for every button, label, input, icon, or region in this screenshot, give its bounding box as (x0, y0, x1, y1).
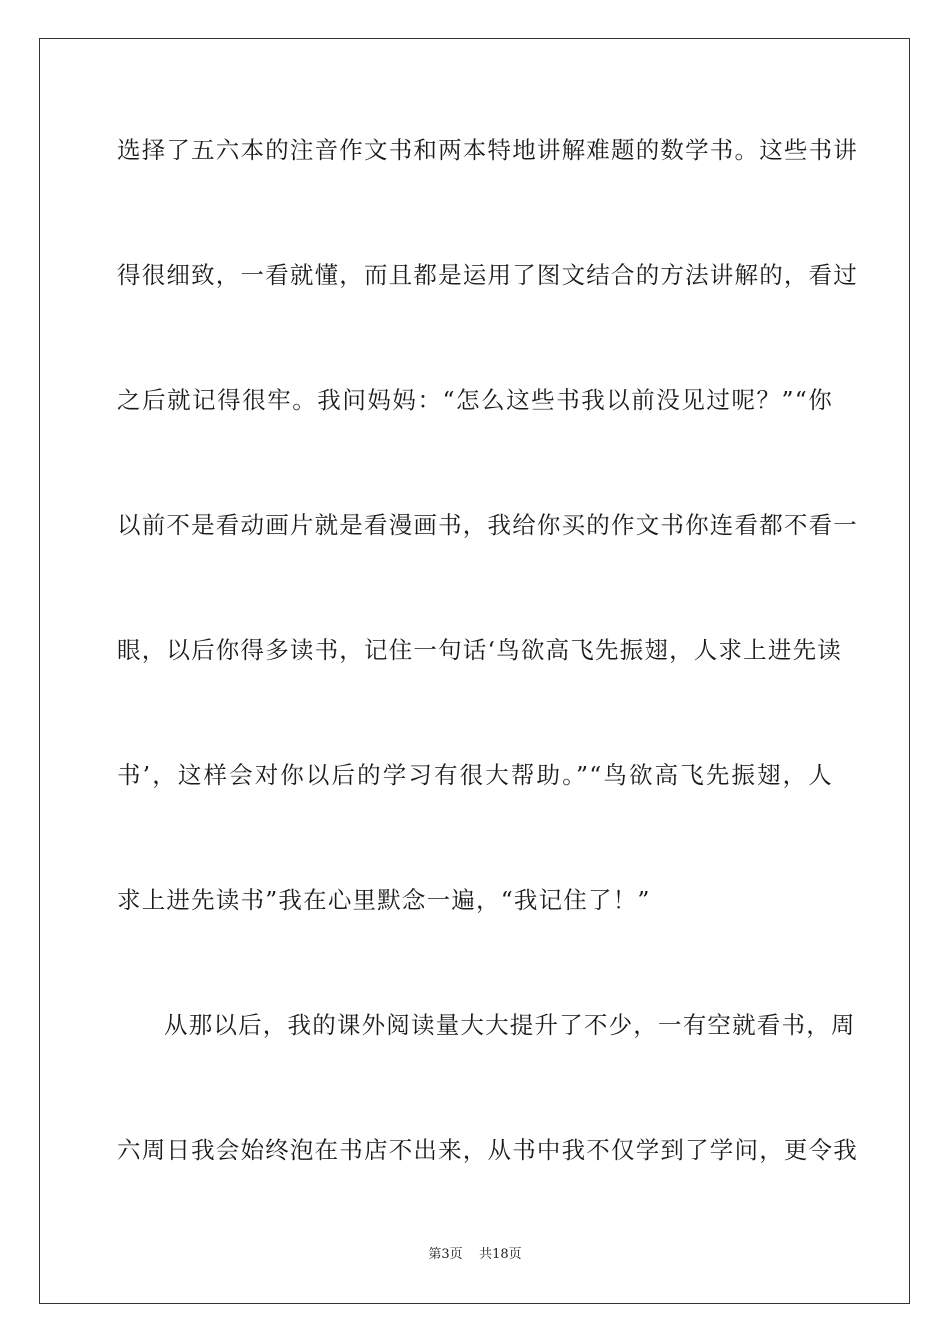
page-border (39, 38, 910, 1304)
text-line-3: 之后就记得很牢。我问妈妈：“怎么这些书我以前没见过呢？”“你 (117, 386, 833, 414)
text-line-5: 眼，以后你得多读书，记住一句话‘鸟欲高飞先振翅，人求上进先读 (117, 636, 842, 664)
text-line-9: 六周日我会始终泡在书店不出来，从书中我不仅学到了学问，更令我 (117, 1136, 858, 1164)
text-line-7: 求上进先读书”我在心里默念一遍，“我记住了！” (117, 886, 651, 914)
text-line-4: 以前不是看动画片就是看漫画书，我给你买的作文书你连看都不看一 (117, 511, 858, 539)
text-line-1: 选择了五六本的注音作文书和两本特地讲解难题的数学书。这些书讲 (117, 136, 858, 164)
text-line-2: 得很细致，一看就懂，而且都是运用了图文结合的方法讲解的，看过 (117, 261, 858, 289)
page-number-footer: 第3页 共18页 (428, 1247, 522, 1262)
text-line-8-paragraph-start: 从那以后，我的课外阅读量大大提升了不少，一有空就看书，周 (164, 1011, 856, 1039)
text-line-6: 书’，这样会对你以后的学习有很大帮助。”“鸟欲高飞先振翅，人 (117, 761, 833, 789)
